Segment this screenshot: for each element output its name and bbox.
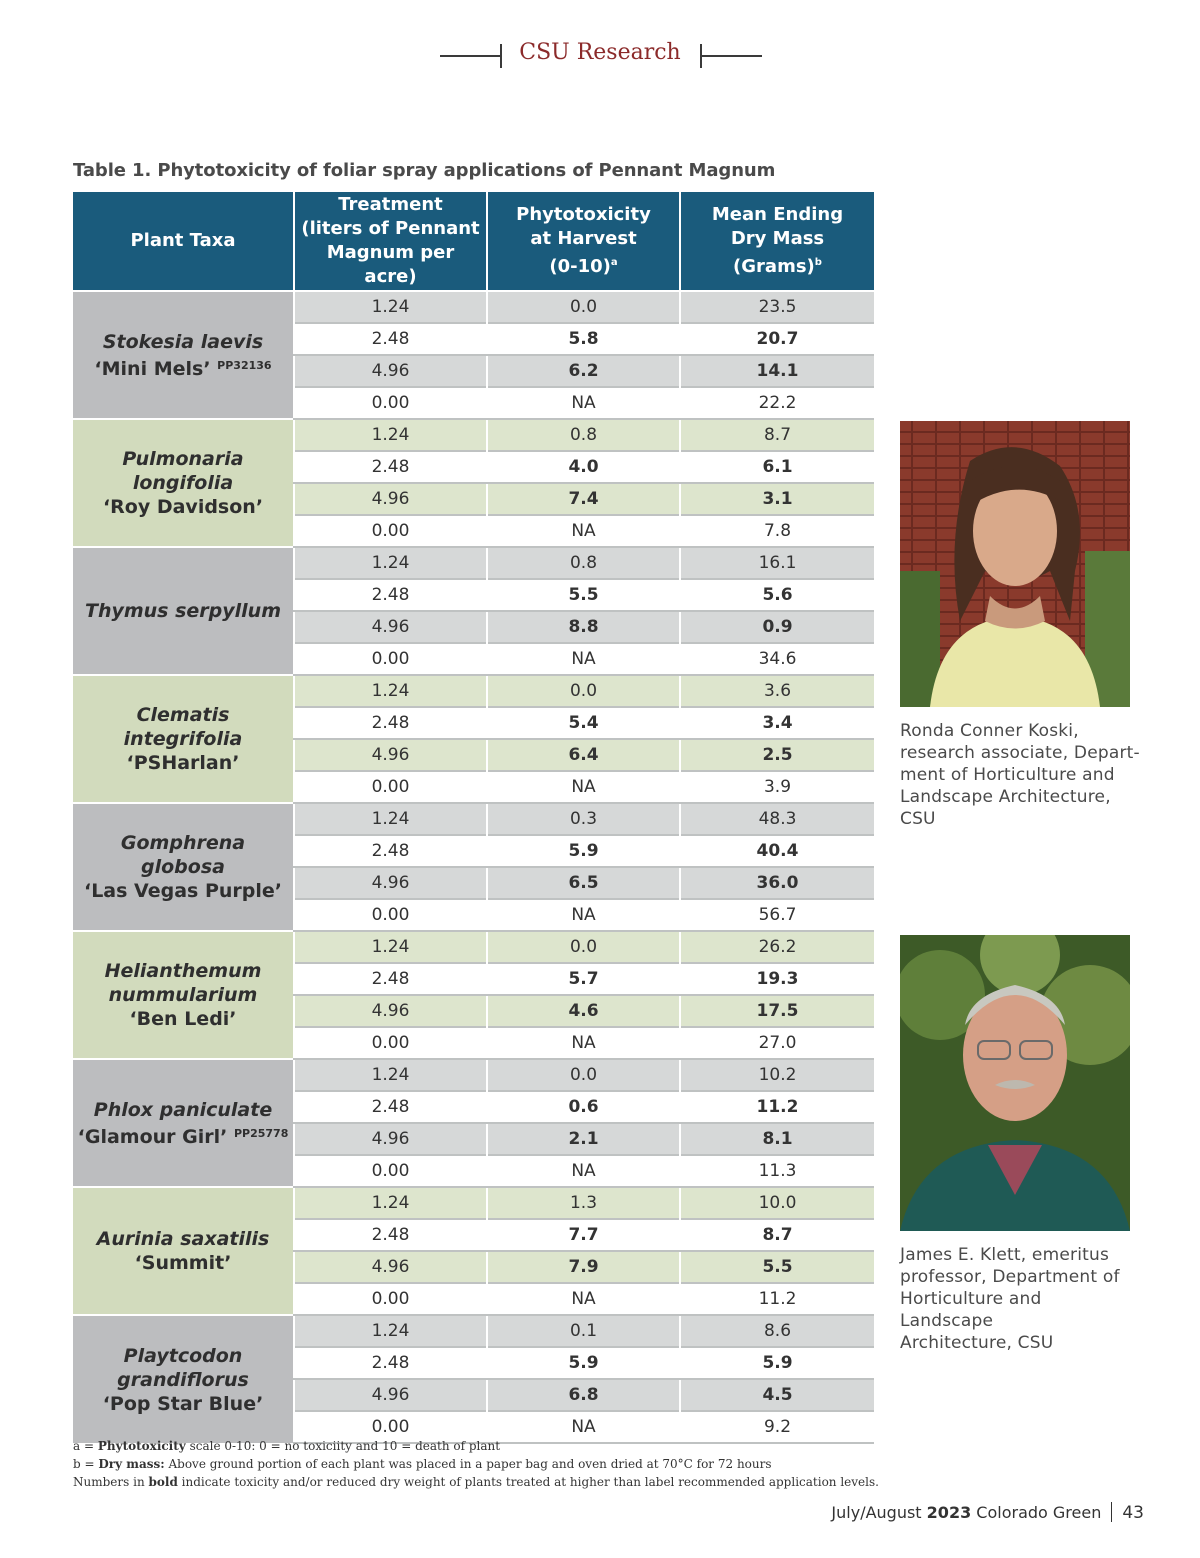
treatment-cell: 4.96 <box>294 355 487 387</box>
plant-taxa-cell: Thymus serpyllum <box>73 547 294 675</box>
treatment-cell: 2.48 <box>294 323 487 355</box>
treatment-cell: 0.00 <box>294 1155 487 1187</box>
dry-mass-cell: 7.8 <box>680 515 874 547</box>
footnote-bold: Numbers in bold indicate toxicity and/or reduced dry weight of plants treated at higher than label recommended application levels. <box>73 1475 879 1489</box>
phytotoxicity-cell: 7.7 <box>487 1219 680 1251</box>
col-header-phytotoxicity: Phytotoxicity at Harvest $(0-10)^a$ <box>487 192 680 291</box>
phytotoxicity-cell: 0.0 <box>487 931 680 963</box>
plant-taxa-cell: Helianthemum nummularium ‘Ben Ledi’ <box>73 931 294 1059</box>
dry-mass-cell: 22.2 <box>680 387 874 419</box>
table-row <box>73 291 874 323</box>
dry-mass-cell: 23.5 <box>680 291 874 323</box>
dry-mass-cell: 56.7 <box>680 899 874 931</box>
portrait-1-caption: Ronda Conner Koski, research associate, Depart- ment of Horticulture and Landscape Architecture, CSU <box>900 721 1140 829</box>
col-header-plant-taxa: Plant Taxa <box>73 192 294 291</box>
phytotoxicity-cell: 5.9 <box>487 1347 680 1379</box>
treatment-cell: 4.96 <box>294 483 487 515</box>
dry-mass-cell: 40.4 <box>680 835 874 867</box>
treatment-cell: 4.96 <box>294 1379 487 1411</box>
treatment-cell: 4.96 <box>294 995 487 1027</box>
treatment-cell: 0.00 <box>294 771 487 803</box>
treatment-cell: 4.96 <box>294 867 487 899</box>
phytotoxicity-cell: NA <box>487 1411 680 1443</box>
phytotoxicity-cell: NA <box>487 515 680 547</box>
phytotoxicity-cell: NA <box>487 899 680 931</box>
treatment-cell: 1.24 <box>294 291 487 323</box>
table-header-row <box>73 192 874 291</box>
dry-mass-cell: 8.1 <box>680 1123 874 1155</box>
phytotoxicity-cell: 6.2 <box>487 355 680 387</box>
dry-mass-cell: 6.1 <box>680 451 874 483</box>
phytotoxicity-cell: 4.0 <box>487 451 680 483</box>
dry-mass-cell: 19.3 <box>680 963 874 995</box>
dry-mass-cell: 36.0 <box>680 867 874 899</box>
treatment-cell: 4.96 <box>294 1251 487 1283</box>
treatment-cell: 1.24 <box>294 931 487 963</box>
phytotoxicity-cell: 2.1 <box>487 1123 680 1155</box>
dry-mass-cell: 8.7 <box>680 1219 874 1251</box>
dry-mass-cell: 14.1 <box>680 355 874 387</box>
dry-mass-cell: 3.6 <box>680 675 874 707</box>
treatment-cell: 2.48 <box>294 1091 487 1123</box>
table-row <box>73 1059 874 1091</box>
phytotoxicity-cell: 0.0 <box>487 675 680 707</box>
phytotoxicity-cell: 6.4 <box>487 739 680 771</box>
table-row <box>73 931 874 963</box>
treatment-cell: 1.24 <box>294 675 487 707</box>
phytotoxicity-cell: NA <box>487 771 680 803</box>
phytotoxicity-cell: 1.3 <box>487 1187 680 1219</box>
dry-mass-cell: 17.5 <box>680 995 874 1027</box>
page-number: 43 <box>1122 1503 1144 1523</box>
dry-mass-cell: 3.1 <box>680 483 874 515</box>
running-header <box>0 38 1200 74</box>
portrait-ronda-koski <box>900 421 1130 707</box>
treatment-cell: 1.24 <box>294 419 487 451</box>
dry-mass-cell: 27.0 <box>680 1027 874 1059</box>
table-caption: Table 1. Phytotoxicity of foliar spray applications of Pennant Magnum <box>73 160 776 181</box>
footnote-a: a = Phytotoxicity scale 0-10: 0 = no toxiciity and 10 = death of plant <box>73 1439 501 1453</box>
treatment-cell: 4.96 <box>294 1123 487 1155</box>
phytotoxicity-cell: 5.9 <box>487 835 680 867</box>
table-row <box>73 1187 874 1219</box>
portrait-man-image <box>900 935 1130 1231</box>
phytotoxicity-cell: 5.4 <box>487 707 680 739</box>
phytotoxicity-cell: 0.0 <box>487 1059 680 1091</box>
treatment-cell: 2.48 <box>294 1347 487 1379</box>
treatment-cell: 0.00 <box>294 899 487 931</box>
footnote-b: b = Dry mass: Above ground portion of each plant was placed in a paper bag and oven dried at 70°C for 72 hours <box>73 1457 772 1471</box>
dry-mass-cell: 11.2 <box>680 1091 874 1123</box>
table-footnotes <box>73 1437 879 1491</box>
dry-mass-cell: 26.2 <box>680 931 874 963</box>
dry-mass-cell: 5.5 <box>680 1251 874 1283</box>
dry-mass-cell: 5.9 <box>680 1347 874 1379</box>
plant-taxa-cell: Phlox paniculate ‘Glamour Girl’ $^{PP25778}$ <box>73 1059 294 1187</box>
plant-taxa-cell: Pulmonaria longifolia ‘Roy Davidson’ <box>73 419 294 547</box>
phytotoxicity-cell: 0.3 <box>487 803 680 835</box>
dry-mass-cell: 3.4 <box>680 707 874 739</box>
table-row <box>73 419 874 451</box>
phytotoxicity-cell: 0.8 <box>487 419 680 451</box>
treatment-cell: 2.48 <box>294 579 487 611</box>
dry-mass-cell: 48.3 <box>680 803 874 835</box>
footer-separator <box>1111 1502 1112 1522</box>
dry-mass-cell: 16.1 <box>680 547 874 579</box>
phytotoxicity-cell: NA <box>487 1155 680 1187</box>
table-row <box>73 547 874 579</box>
dry-mass-cell: 8.7 <box>680 419 874 451</box>
phytotoxicity-table <box>73 192 874 1444</box>
dry-mass-cell: 34.6 <box>680 643 874 675</box>
table-row <box>73 675 874 707</box>
treatment-cell: 1.24 <box>294 1059 487 1091</box>
phytotoxicity-cell: 5.7 <box>487 963 680 995</box>
portrait-2-caption: James E. Klett, emeritus professor, Department of Horticulture and Landscape Architecture, CSU <box>900 1245 1120 1353</box>
dry-mass-cell: 3.9 <box>680 771 874 803</box>
treatment-cell: 0.00 <box>294 1027 487 1059</box>
portrait-james-klett <box>900 935 1130 1231</box>
plant-taxa-cell: Gomphrena globosa ‘Las Vegas Purple’ <box>73 803 294 931</box>
treatment-cell: 0.00 <box>294 643 487 675</box>
col-header-treatment: Treatment (liters of Pennant Magnum per acre) <box>294 192 487 291</box>
dry-mass-cell: 11.2 <box>680 1283 874 1315</box>
treatment-cell: 2.48 <box>294 451 487 483</box>
page-footer: July/August 2023 Colorado Green 43 <box>831 1503 1144 1523</box>
phytotoxicity-cell: 6.8 <box>487 1379 680 1411</box>
plant-taxa-cell: Playtcodon grandiflorus ‘Pop Star Blue’ <box>73 1315 294 1443</box>
phytotoxicity-cell: NA <box>487 387 680 419</box>
phytotoxicity-cell: 0.6 <box>487 1091 680 1123</box>
phytotoxicity-cell: NA <box>487 1027 680 1059</box>
phytotoxicity-cell: NA <box>487 1283 680 1315</box>
treatment-cell: 0.00 <box>294 1283 487 1315</box>
section-title: CSU Research <box>519 40 681 65</box>
phytotoxicity-cell: 7.9 <box>487 1251 680 1283</box>
treatment-cell: 2.48 <box>294 963 487 995</box>
phytotoxicity-cell: 6.5 <box>487 867 680 899</box>
plant-taxa-cell: Clematis integrifolia ‘PSHarlan’ <box>73 675 294 803</box>
portrait-woman-image <box>900 421 1130 707</box>
treatment-cell: 1.24 <box>294 1187 487 1219</box>
col-header-dry-mass: Mean Ending Dry Mass (Grams)$^b$ <box>680 192 874 291</box>
phytotoxicity-cell: 5.8 <box>487 323 680 355</box>
treatment-cell: 1.24 <box>294 803 487 835</box>
plant-taxa-cell: Stokesia laevis ‘Mini Mels’ $^{PP32136}$ <box>73 291 294 419</box>
treatment-cell: 4.96 <box>294 739 487 771</box>
phytotoxicity-cell: 0.1 <box>487 1315 680 1347</box>
dry-mass-cell: 5.6 <box>680 579 874 611</box>
treatment-cell: 0.00 <box>294 1411 487 1443</box>
phytotoxicity-cell: 7.4 <box>487 483 680 515</box>
treatment-cell: 4.96 <box>294 611 487 643</box>
treatment-cell: 2.48 <box>294 707 487 739</box>
treatment-cell: 2.48 <box>294 835 487 867</box>
phytotoxicity-cell: 0.0 <box>487 291 680 323</box>
dry-mass-cell: 9.2 <box>680 1411 874 1443</box>
plant-taxa-cell: Aurinia saxatilis ‘Summit’ <box>73 1187 294 1315</box>
dry-mass-cell: 10.0 <box>680 1187 874 1219</box>
dry-mass-cell: 8.6 <box>680 1315 874 1347</box>
table-row <box>73 803 874 835</box>
phytotoxicity-cell: 4.6 <box>487 995 680 1027</box>
phytotoxicity-cell: NA <box>487 643 680 675</box>
phytotoxicity-cell: 0.8 <box>487 547 680 579</box>
dry-mass-cell: 2.5 <box>680 739 874 771</box>
dry-mass-cell: 20.7 <box>680 323 874 355</box>
treatment-cell: 2.48 <box>294 1219 487 1251</box>
dry-mass-cell: 0.9 <box>680 611 874 643</box>
treatment-cell: 1.24 <box>294 1315 487 1347</box>
table-row <box>73 1315 874 1347</box>
treatment-cell: 0.00 <box>294 387 487 419</box>
dry-mass-cell: 4.5 <box>680 1379 874 1411</box>
dry-mass-cell: 10.2 <box>680 1059 874 1091</box>
phytotoxicity-cell: 5.5 <box>487 579 680 611</box>
treatment-cell: 0.00 <box>294 515 487 547</box>
treatment-cell: 1.24 <box>294 547 487 579</box>
phytotoxicity-cell: 8.8 <box>487 611 680 643</box>
dry-mass-cell: 11.3 <box>680 1155 874 1187</box>
